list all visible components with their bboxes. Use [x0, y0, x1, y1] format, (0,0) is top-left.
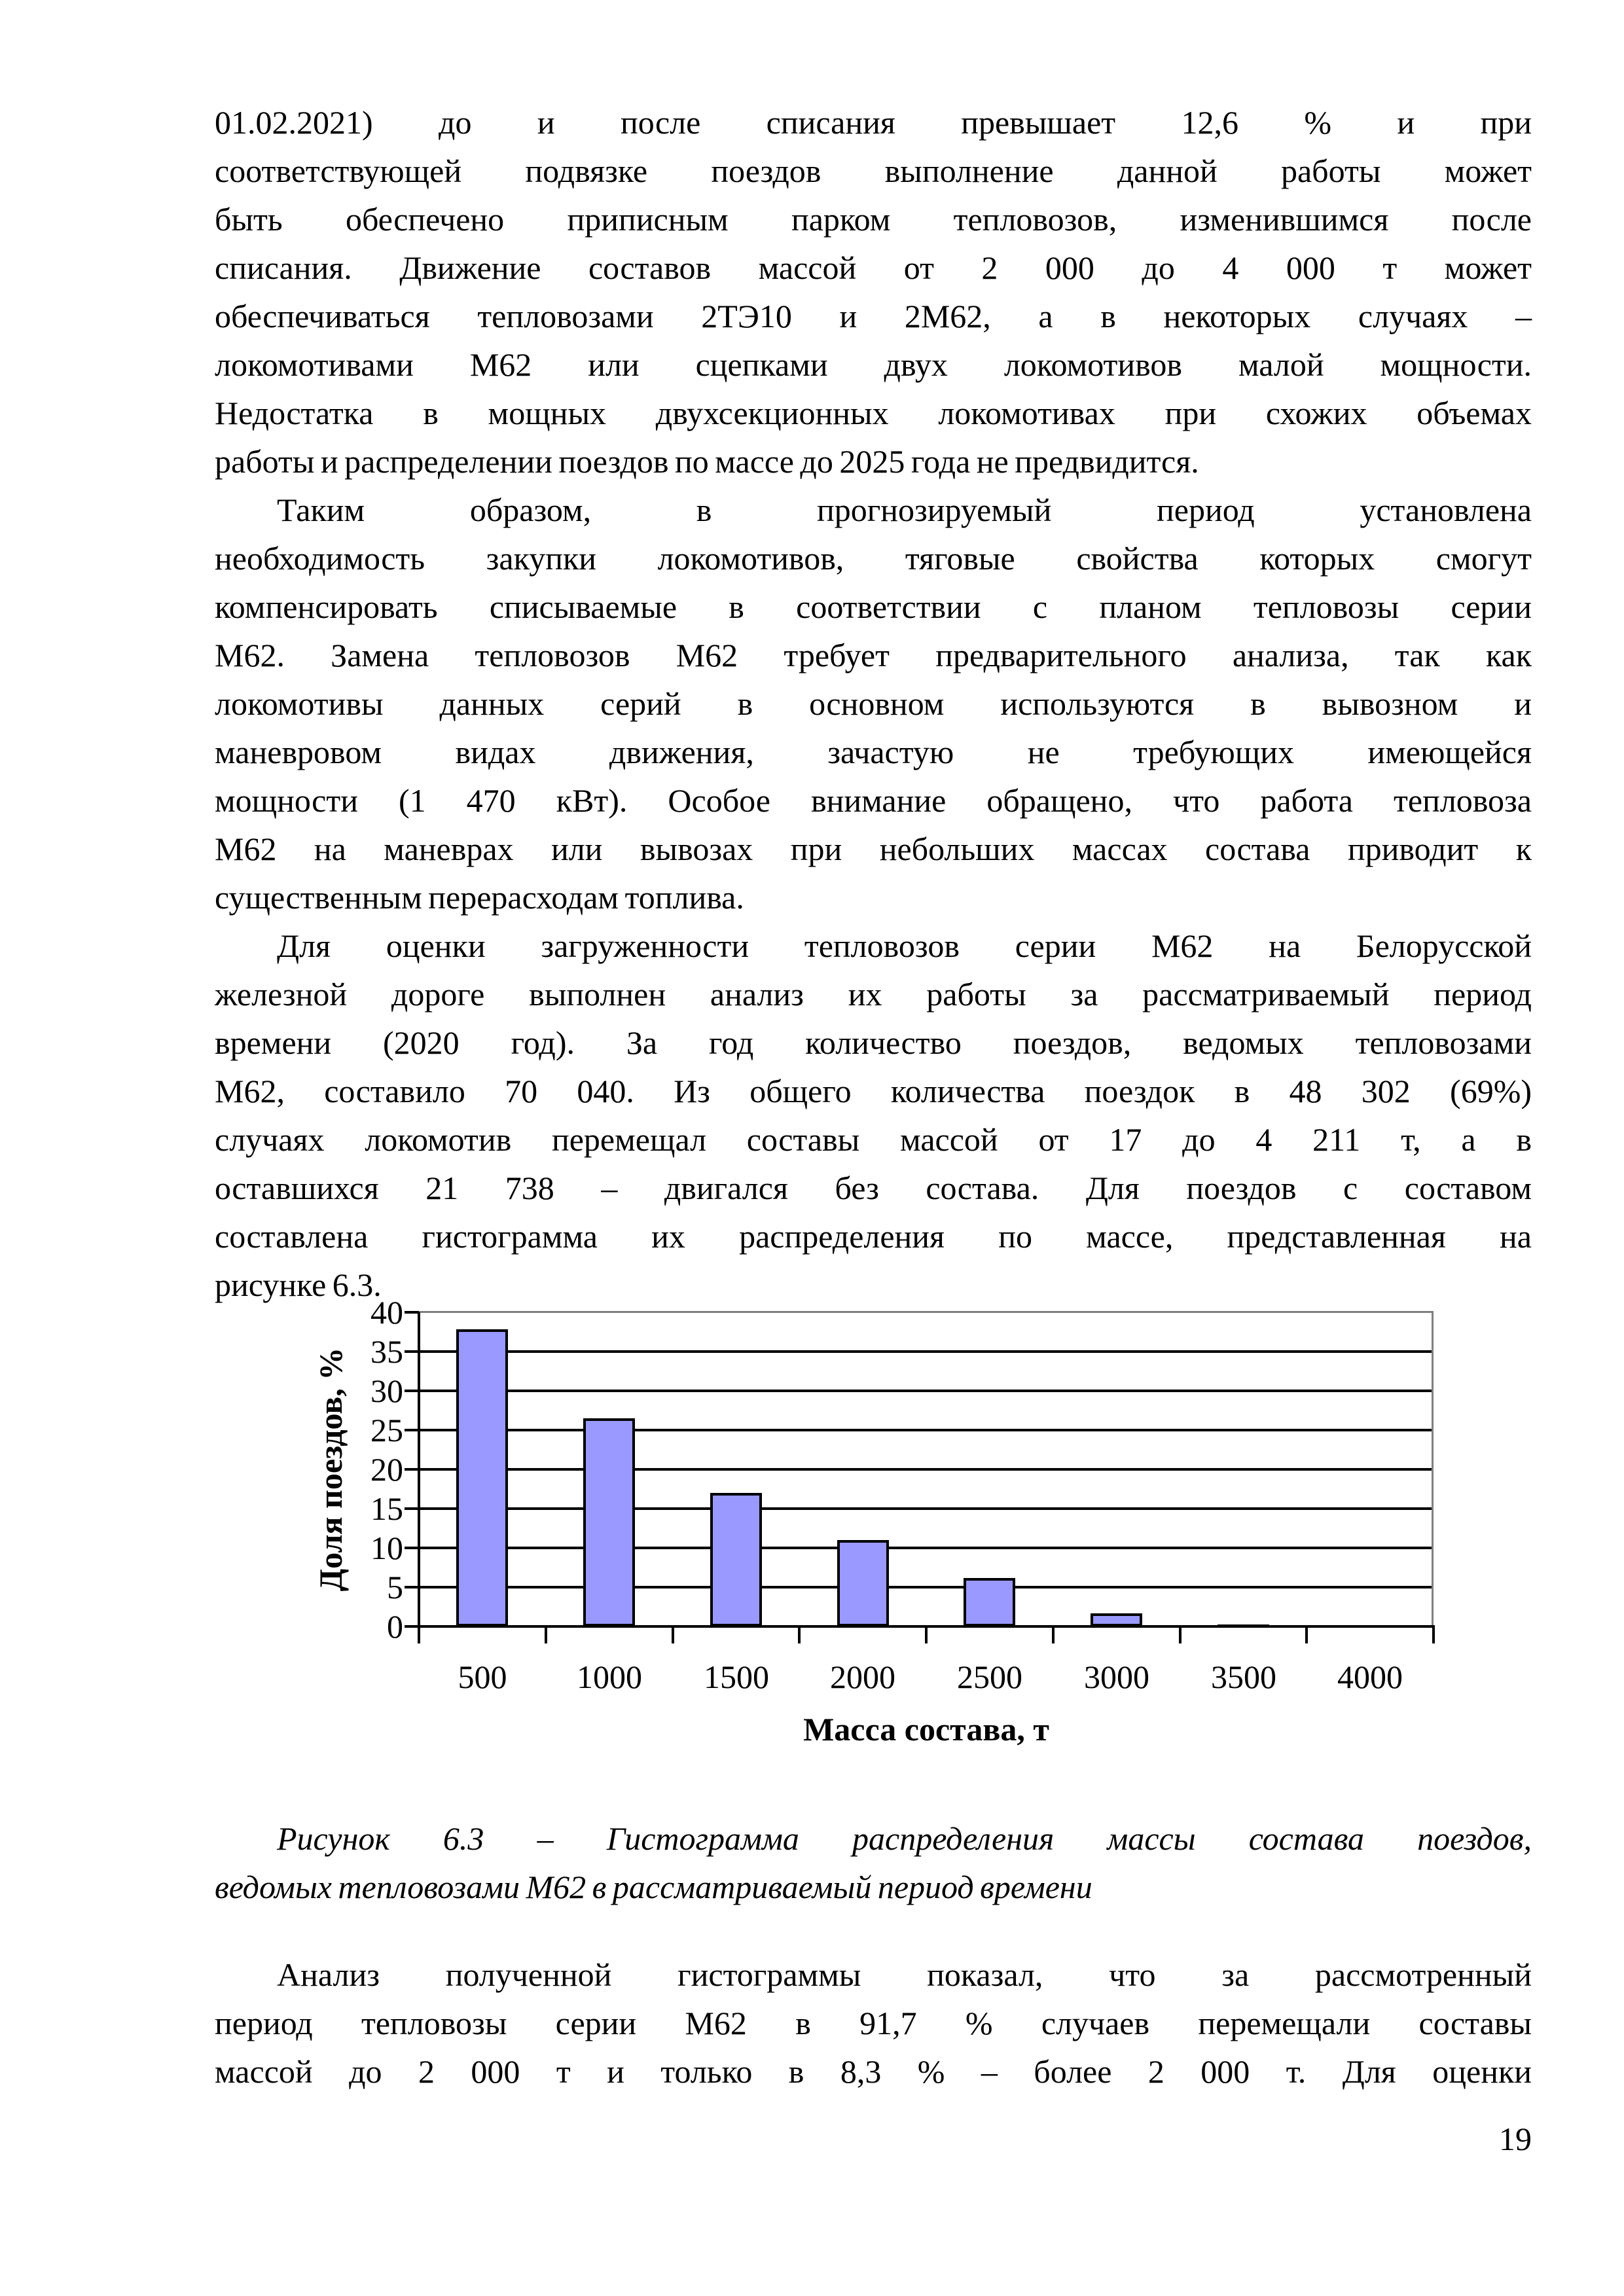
- text-line: работы и распределении поездов по массе до 2025 года не предвидится.: [215, 443, 1199, 480]
- figure-caption: [215, 1814, 1532, 1911]
- paragraph-conclusion: [215, 486, 1532, 922]
- bar: [837, 1540, 889, 1626]
- paragraph-results: [215, 1950, 1532, 2096]
- text-line: составлена гистограмма их распределения по массе, представленная на: [215, 1218, 1532, 1255]
- y-tick-label: 35: [370, 1333, 403, 1370]
- text-line: случаях локомотив перемещал составы массой от 17 до 4 211 т, а в: [215, 1121, 1532, 1158]
- x-tick-label: 500: [458, 1659, 507, 1695]
- text-line: локомотивы данных серий в основном используются в вывозном и: [215, 685, 1532, 722]
- bar: [456, 1329, 508, 1626]
- y-tick-label: 25: [370, 1412, 403, 1448]
- text-line: массой до 2 000 т и только в 8,3 % – более 2 000 т. Для оценки: [215, 2053, 1532, 2090]
- x-tick: [545, 1626, 547, 1643]
- bar: [1218, 1624, 1269, 1626]
- text-line: М62, составило 70 040. Из общего количества поездок в 48 302 (69%): [215, 1073, 1532, 1109]
- text-line: М62. Замена тепловозов М62 требует предварительного анализа, так как: [215, 637, 1532, 673]
- bar: [964, 1578, 1015, 1626]
- x-tick-label: 2500: [957, 1659, 1022, 1695]
- y-tick: [405, 1350, 419, 1353]
- plot-top-border: [419, 1311, 1434, 1313]
- text-line: период тепловозы серии М62 в 91,7 % случаев перемещали составы: [215, 2005, 1532, 2041]
- y-tick: [405, 1429, 419, 1431]
- text-line: быть обеспечено приписным парком тепловозов, изменившимся после: [215, 201, 1532, 238]
- y-tick: [405, 1625, 419, 1628]
- text-line: Таким образом, в прогнозируемый период установлена: [277, 492, 1532, 528]
- y-tick-label: 30: [370, 1372, 403, 1409]
- text-line: существенным перерасходам топлива.: [215, 879, 744, 916]
- x-tick-label: 2000: [830, 1659, 895, 1695]
- text-line: компенсировать списываемые в соответствии с планом тепловозы серии: [215, 588, 1532, 625]
- x-axis: [418, 1625, 1435, 1628]
- y-axis-title: Доля поездов, %: [312, 1347, 349, 1592]
- text-line: маневровом видах движения, зачастую не требующих имеющейся: [215, 734, 1532, 770]
- plot-right-border: [1432, 1311, 1434, 1626]
- text-line: Рисунок 6.3 – Гистограмма распределения массы состава поездов,: [277, 1820, 1532, 1857]
- text-line: необходимость закупки локомотивов, тяговые свойства которых смогут: [215, 540, 1532, 577]
- bar: [710, 1493, 762, 1626]
- gridline: [419, 1547, 1434, 1549]
- y-tick-label: 15: [370, 1490, 403, 1527]
- y-tick: [405, 1311, 419, 1314]
- x-tick: [1432, 1626, 1435, 1643]
- text-line: обеспечиваться тепловозами 2ТЭ10 и 2М62, а в некоторых случаях –: [215, 298, 1532, 334]
- x-tick: [1305, 1626, 1308, 1643]
- x-tick-label: 1000: [577, 1659, 642, 1695]
- text-line: Анализ полученной гистограммы показал, что за рассмотренный: [277, 1956, 1532, 1993]
- y-tick-label: 10: [370, 1530, 403, 1566]
- text-line: железной дороге выполнен анализ их работы за рассматриваемый период: [215, 976, 1532, 1013]
- text-line: времени (2020 год). За год количество поездов, ведомых тепловозами: [215, 1024, 1532, 1061]
- y-tick-label: 0: [387, 1608, 403, 1645]
- y-tick: [405, 1468, 419, 1471]
- gridline: [419, 1468, 1434, 1471]
- y-tick-label: 5: [387, 1569, 403, 1605]
- text-line: Недостатка в мощных двухсекционных локомотивах при схожих объемах: [215, 395, 1532, 431]
- text-line: ведомых тепловозами М62 в рассматриваемый период времени: [215, 1869, 1092, 1905]
- x-tick: [798, 1626, 801, 1643]
- text-line: оставшихся 21 738 – двигался без состава. Для поездов с составом: [215, 1170, 1532, 1206]
- gridline: [419, 1350, 1434, 1353]
- page-number: 19: [1499, 2121, 1532, 2157]
- x-tick-label: 3500: [1211, 1659, 1276, 1695]
- x-tick: [672, 1626, 674, 1643]
- x-tick: [925, 1626, 928, 1643]
- text-line: списания. Движение составов массой от 2 000 до 4 000 т может: [215, 249, 1532, 286]
- text-line: мощности (1 470 кВт). Особое внимание обращено, что работа тепловоза: [215, 782, 1532, 819]
- gridline: [419, 1507, 1434, 1510]
- text-line: соответствующей подвязке поездов выполнение данной работы может: [215, 152, 1532, 189]
- y-tick: [405, 1390, 419, 1392]
- x-tick: [1179, 1626, 1182, 1643]
- y-tick: [405, 1586, 419, 1588]
- text-line: рисунке 6.3.: [215, 1266, 382, 1303]
- gridline: [419, 1429, 1434, 1431]
- x-tick-label: 4000: [1337, 1659, 1403, 1695]
- x-tick: [418, 1626, 420, 1643]
- bar: [1091, 1613, 1142, 1626]
- paragraph-intro: [215, 98, 1532, 486]
- y-tick: [405, 1507, 419, 1510]
- y-tick-label: 40: [370, 1294, 403, 1331]
- gridline: [419, 1586, 1434, 1588]
- y-axis: [418, 1312, 420, 1643]
- x-tick: [1052, 1626, 1055, 1643]
- y-tick-label: 20: [370, 1451, 403, 1488]
- y-tick: [405, 1547, 419, 1549]
- paragraph-analysis: [215, 922, 1532, 1309]
- text-line: 01.02.2021) до и после списания превышает 12,6 % и при: [215, 104, 1532, 141]
- text-line: локомотивами М62 или сцепками двух локомотивов малой мощности.: [215, 346, 1532, 383]
- gridline: [419, 1390, 1434, 1392]
- x-tick-label: 1500: [704, 1659, 769, 1695]
- bar: [583, 1418, 635, 1626]
- x-axis-title: Масса состава, т: [803, 1711, 1049, 1748]
- text-line: М62 на маневрах или вывозах при небольших массах состава приводит к: [215, 831, 1532, 867]
- text-line: Для оценки загруженности тепловозов серии М62 на Белорусской: [277, 927, 1532, 964]
- x-tick-label: 3000: [1084, 1659, 1149, 1695]
